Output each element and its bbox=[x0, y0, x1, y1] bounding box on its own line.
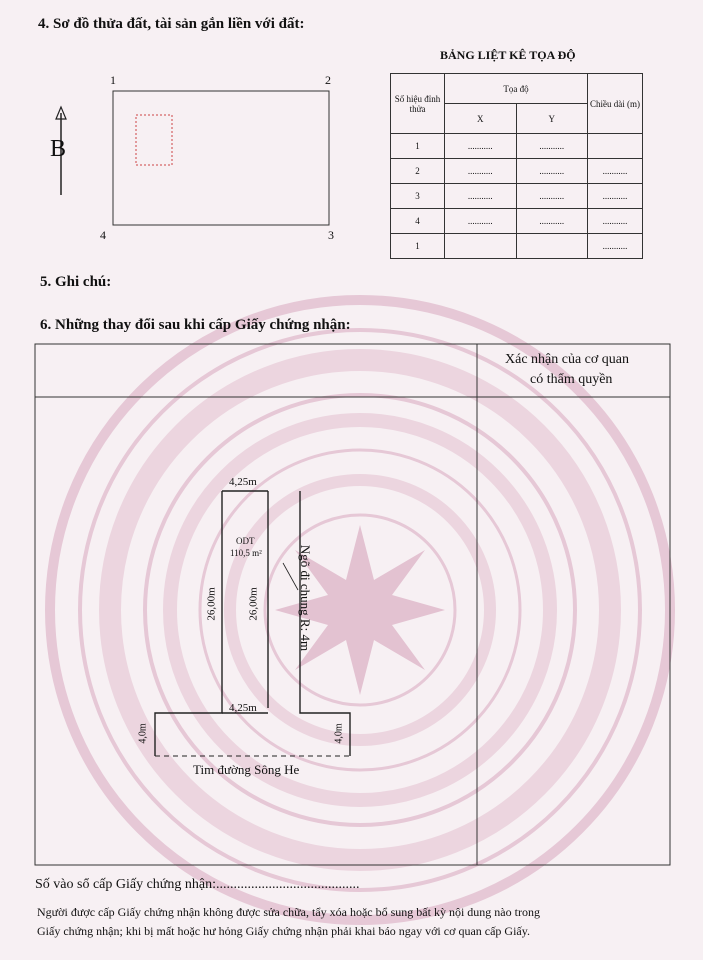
y-cell: ........... bbox=[516, 209, 588, 234]
top-width-label: 4,25m bbox=[229, 476, 257, 488]
point-cell: 4 bbox=[391, 209, 445, 234]
corner-3-label: 3 bbox=[328, 228, 334, 242]
section5-title: 5. Ghi chú: bbox=[40, 274, 112, 290]
length-cell: ........... bbox=[588, 159, 643, 184]
x-cell: ........... bbox=[445, 134, 517, 159]
shared-lane-label: Ngõ đi chung R: 4m bbox=[298, 544, 314, 652]
right-length-label: 26,00m bbox=[247, 587, 260, 621]
y-cell: ........... bbox=[516, 184, 588, 209]
length-cell: ........... bbox=[588, 234, 643, 259]
area-label: 110,5 m² bbox=[230, 548, 262, 558]
point-cell: 1 bbox=[391, 234, 445, 259]
length-cell: ........... bbox=[588, 209, 643, 234]
road-centerline-label: Tim đường Sông He bbox=[193, 762, 300, 777]
footer-note-line2: Giấy chứng nhận; khi bị mất hoặc hư hỏng Giấy chứng nhận phải khai báo ngay với cơ quan cấp Giấy. bbox=[37, 924, 530, 938]
bottom-width-label: 4,25m bbox=[229, 702, 257, 714]
corner-4-label: 4 bbox=[100, 228, 106, 242]
point-cell: 2 bbox=[391, 159, 445, 184]
footer-note-line1: Người được cấp Giấy chứng nhận không được sửa chữa, tẩy xóa hoặc bổ sung bất kỳ nội dung nào trong bbox=[37, 905, 540, 919]
col-point-header: Số hiệu đỉnh thửa bbox=[391, 74, 445, 134]
coord-table-title: BẢNG LIỆT KÊ TỌA ĐỘ bbox=[440, 48, 576, 62]
col-length-header: Chiều dài (m) bbox=[588, 74, 643, 134]
confirm-label-line1: Xác nhận của cơ quan bbox=[505, 352, 630, 367]
col-y-header: Y bbox=[516, 104, 588, 134]
x-cell: ........... bbox=[445, 159, 517, 184]
land-code-label: ODT bbox=[236, 536, 255, 546]
x-cell: ........... bbox=[445, 184, 517, 209]
section6-title: 6. Những thay đổi sau khi cấp Giấy chứng nhận: bbox=[40, 317, 351, 333]
left-offset-label: 4,0m bbox=[137, 723, 149, 744]
col-coord-header: Tọa độ bbox=[445, 74, 588, 104]
left-length-label: 26,00m bbox=[205, 587, 218, 621]
col-x-header: X bbox=[445, 104, 517, 134]
north-label: B bbox=[50, 136, 67, 162]
length-cell: ........... bbox=[588, 184, 643, 209]
point-cell: 1 bbox=[391, 134, 445, 159]
y-cell: ........... bbox=[516, 134, 588, 159]
right-offset-label: 4,0m bbox=[333, 723, 345, 744]
x-cell: ........... bbox=[445, 209, 517, 234]
registry-number-line: Số vào sổ cấp Giấy chứng nhận:......................................... bbox=[35, 877, 360, 892]
confirm-label-line2: có thẩm quyền bbox=[530, 372, 613, 387]
y-cell: ........... bbox=[516, 159, 588, 184]
corner-1-label: 1 bbox=[110, 73, 116, 87]
section4-title: 4. Sơ đồ thửa đất, tài sản gắn liền với đất: bbox=[38, 16, 305, 32]
point-cell: 3 bbox=[391, 184, 445, 209]
corner-2-label: 2 bbox=[325, 73, 331, 87]
